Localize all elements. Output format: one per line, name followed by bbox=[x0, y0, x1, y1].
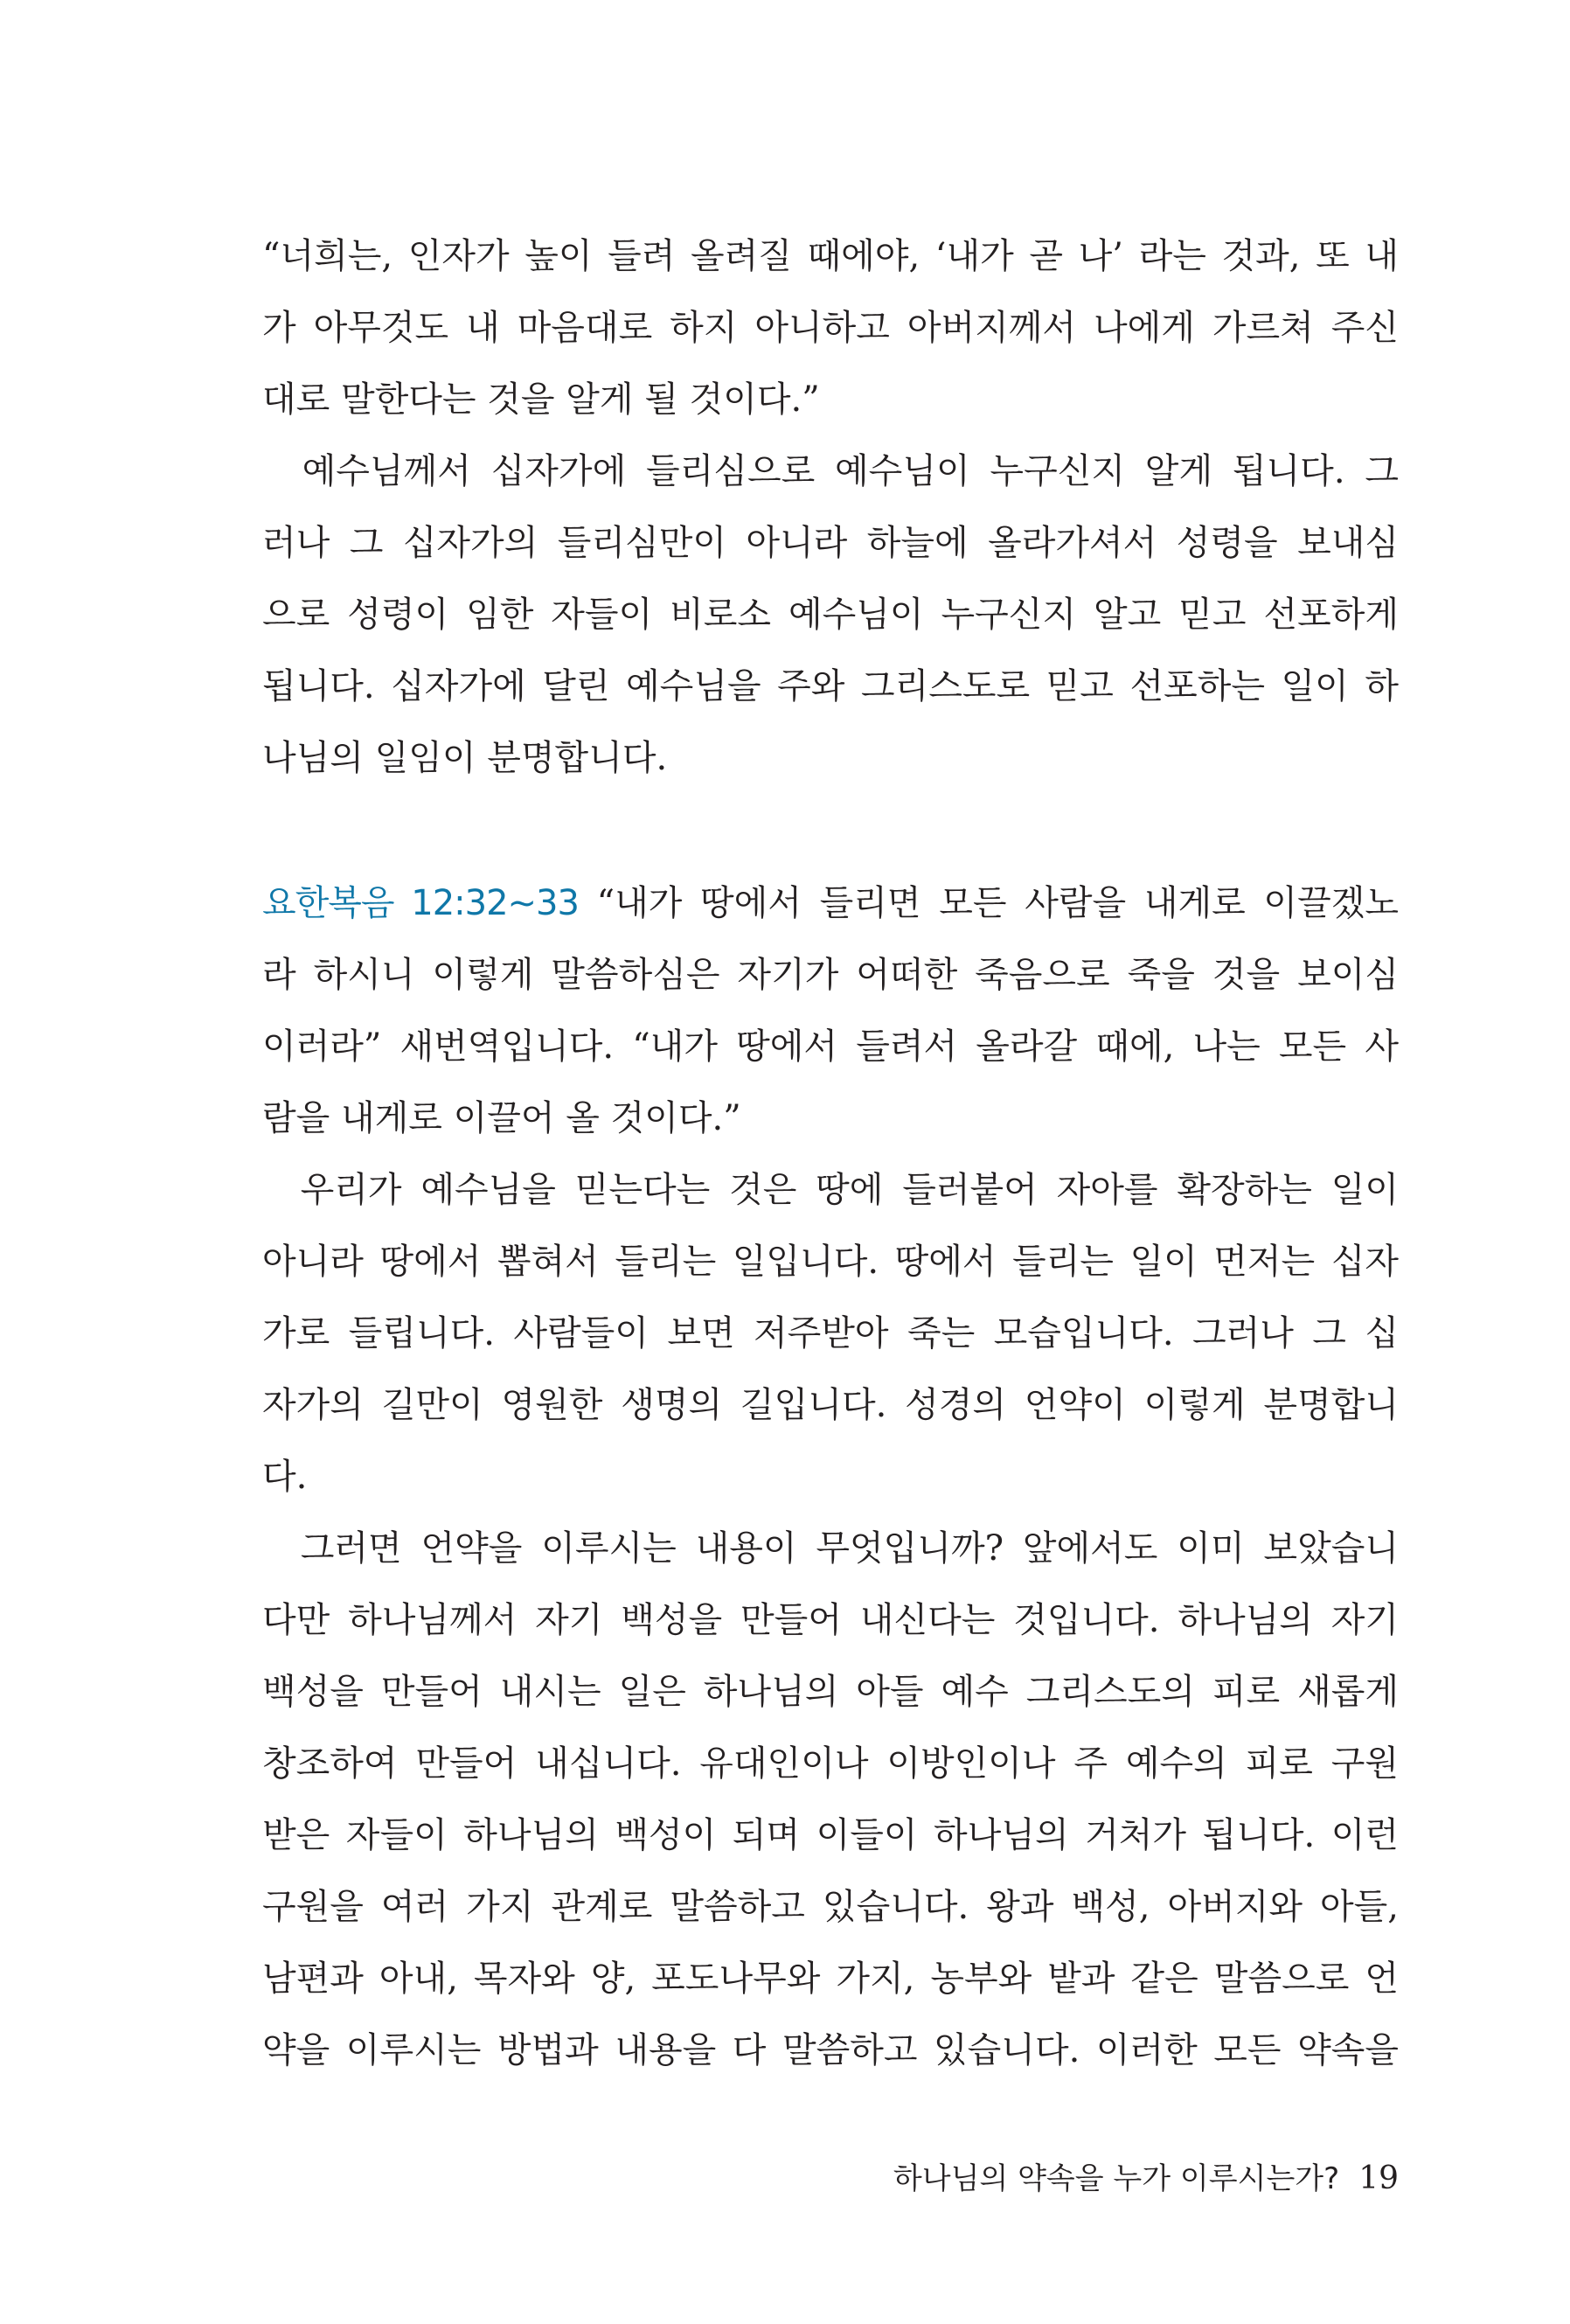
body-line: 으로 성령이 임한 자들이 비로소 예수님이 누구신지 알고 믿고 선포하게 bbox=[262, 595, 1399, 635]
body-line: 라 하시니 이렇게 말씀하심은 자기가 어떠한 죽음으로 죽을 것을 보이심 bbox=[262, 955, 1399, 995]
body-line: 됩니다. 십자가에 달린 예수님을 주와 그리스도로 믿고 선포하는 일이 하 bbox=[262, 666, 1399, 706]
body-line: 약을 이루시는 방법과 내용을 다 말씀하고 있습니다. 이러한 모든 약속을 bbox=[262, 2030, 1399, 2070]
body-line: 아니라 땅에서 뽑혀서 들리는 일입니다. 땅에서 들리는 일이 먼저는 십자 bbox=[262, 1242, 1399, 1282]
body-line: “너희는, 인자가 높이 들려 올려질 때에야, ‘내가 곧 나’ 라는 것과, 또 내 bbox=[262, 236, 1399, 276]
body-text-lower bbox=[262, 867, 1399, 2086]
body-line: 람을 내게로 이끌어 올 것이다.” bbox=[262, 1098, 741, 1138]
running-title: 하나님의 약속을 누가 이루시는가? bbox=[893, 2161, 1340, 2196]
body-line: 다만 하나님께서 자기 백성을 만들어 내신다는 것입니다. 하나님의 자기 bbox=[262, 1600, 1399, 1640]
body-line: 자가의 길만이 영원한 생명의 길입니다. 성경의 언약이 이렇게 분명합니 bbox=[262, 1385, 1399, 1425]
body-line: 가 아무것도 내 마음대로 하지 아니하고 아버지께서 나에게 가르쳐 주신 bbox=[262, 308, 1399, 348]
page-footer bbox=[893, 2153, 1399, 2205]
body-line: 이러라” 새번역입니다. “내가 땅에서 들려서 올라갈 때에, 나는 모든 사 bbox=[262, 1026, 1399, 1067]
body-line-fragment: “내가 땅에서 들리면 모든 사람을 내게로 이끌겠노 bbox=[578, 883, 1399, 923]
body-line: 그러면 언약을 이루시는 내용이 무엇입니까? 앞에서도 이미 보았습니 bbox=[262, 1528, 1399, 1569]
body-line: 백성을 만들어 내시는 일은 하나님의 아들 예수 그리스도의 피로 새롭게 bbox=[262, 1672, 1399, 1712]
body-line: 대로 말한다는 것을 알게 될 것이다.” bbox=[262, 379, 820, 420]
body-line: 다. bbox=[262, 1457, 308, 1497]
body-line: 구원을 여러 가지 관계로 말씀하고 있습니다. 왕과 백성, 아버지와 아들, bbox=[262, 1887, 1399, 1927]
page-number: 19 bbox=[1358, 2160, 1399, 2196]
body-line: 받은 자들이 하나님의 백성이 되며 이들이 하나님의 거처가 됩니다. 이런 bbox=[262, 1815, 1399, 1855]
body-line: 예수님께서 십자가에 들리심으로 예수님이 누구신지 알게 됩니다. 그 bbox=[262, 451, 1399, 491]
body-text-upper bbox=[262, 220, 1399, 794]
body-line: 남편과 아내, 목자와 양, 포도나무와 가지, 농부와 밭과 같은 말씀으로 언 bbox=[262, 1959, 1399, 1999]
body-line: 가로 들립니다. 사람들이 보면 저주받아 죽는 모습입니다. 그러나 그 십 bbox=[262, 1313, 1399, 1353]
body-line: 우리가 예수님을 믿는다는 것은 땅에 들러붙어 자아를 확장하는 일이 bbox=[262, 1170, 1399, 1210]
body-line: 나님의 일임이 분명합니다. bbox=[262, 738, 668, 778]
body-line: 창조하여 만들어 내십니다. 유대인이나 이방인이나 주 예수의 피로 구원 bbox=[262, 1743, 1399, 1784]
body-line-with-reference bbox=[262, 867, 1399, 939]
body-line: 러나 그 십자가의 들리심만이 아니라 하늘에 올라가셔서 성령을 보내심 bbox=[262, 523, 1399, 563]
scripture-reference: 요한복음 12:32~33 bbox=[262, 883, 579, 923]
